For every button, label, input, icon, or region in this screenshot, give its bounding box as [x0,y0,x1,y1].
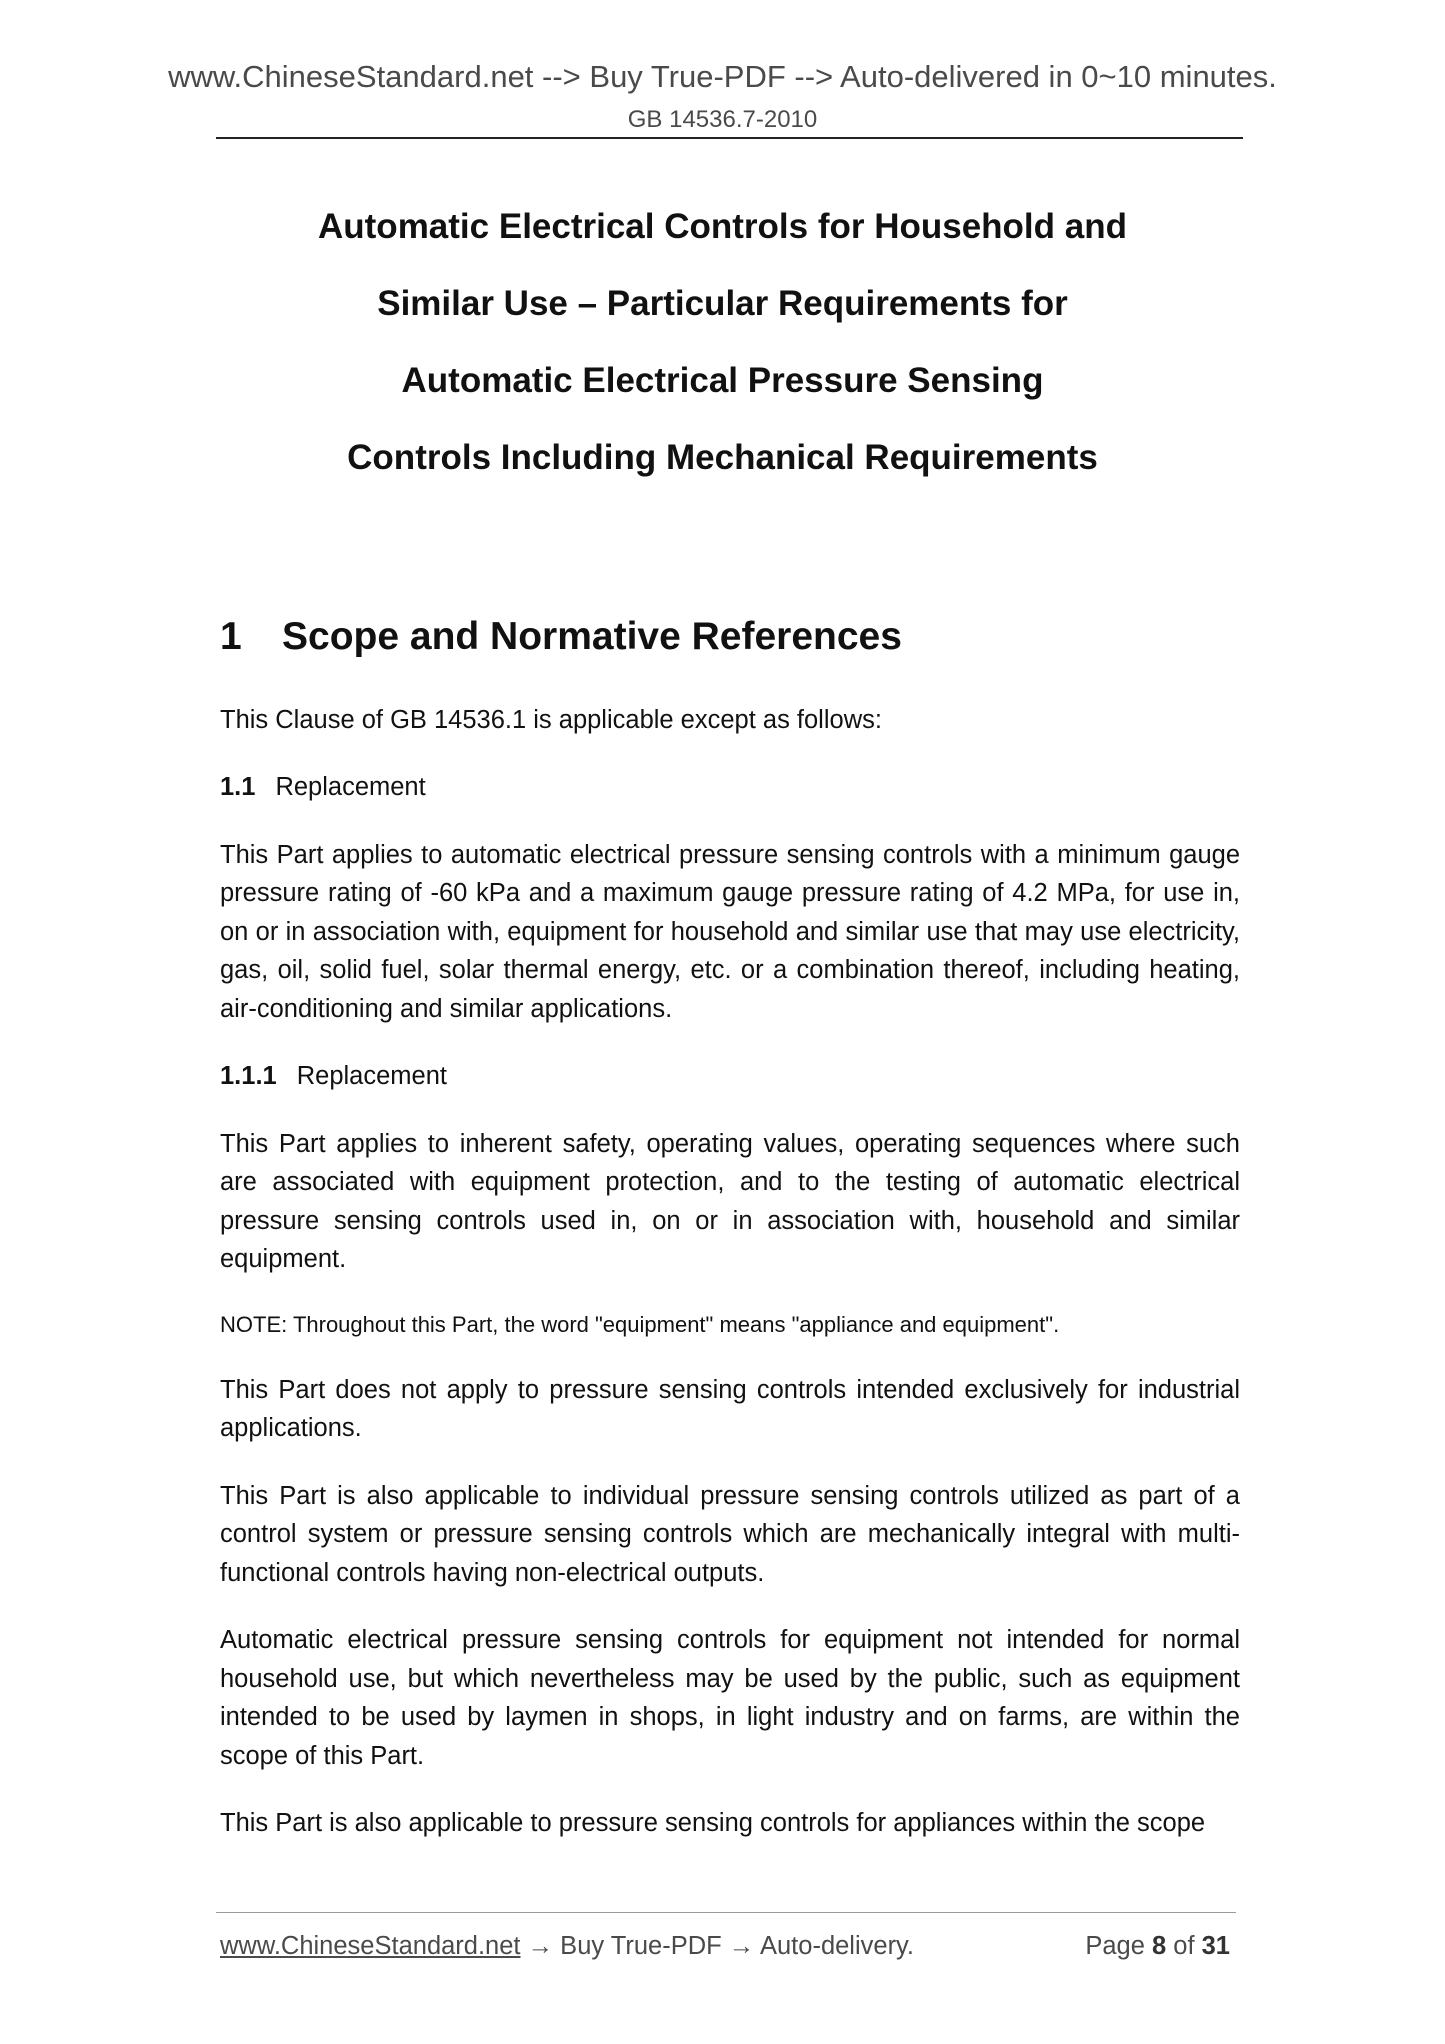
page-indicator [1085,1932,1230,1961]
subclause-number: 1.1 [220,773,256,802]
document-title [0,188,1445,496]
note: NOTE: Throughout this Part, the word "equipment" means "appliance and equipment". [220,1311,1060,1337]
paragraph: This Part applies to inherent safety, operating values, operating sequences where such are associated with equipment protection, and to the testing of automatic electrical pressure sensing controls used in, on or in association with, household and similar equipment. [220,1129,1240,1274]
page-label: Page [1085,1932,1152,1960]
document-number: GB 14536.7-2010 [627,106,818,133]
subclause-number: 1.1.1 [220,1062,277,1091]
footer-divider [216,1912,1236,1913]
paragraph: This Part applies to automatic electrical pressure sensing controls with a minimum gauge pressure rating of -60 kPa and a maximum gauge pressure rating of 4.2 MPa, for use in, on or in association with, equipment for household and similar use that may use electricity, gas, oil, solid fuel, solar thermal energy, etc. or a combination thereof, including heating, air-conditioning and similar applications. [220,840,1240,1023]
paragraph: Automatic electrical pressure sensing controls for equipment not intended for normal household use, but which nevertheless may be used by the public, such as equipment intended to be used by laymen in shops, in light industry and on farms, are within the scope of this Part. [220,1626,1240,1770]
clause-intro: This Clause of GB 14536.1 is applicable except as follows: [220,705,882,734]
body-content [220,614,1240,1872]
paragraph: This Part is also applicable to pressure sensing controls for appliances within the scope [220,1809,1206,1838]
paragraph: This Part does not apply to pressure sensing controls intended exclusively for industrial applications. [220,1375,1240,1443]
page-number: 8 [1152,1932,1167,1960]
title-line-2: Similar Use – Particular Requirements for [377,284,1068,323]
header-banner: www.ChineseStandard.net --> Buy True-PDF --> Auto-delivered in 0~10 minutes. [168,59,1277,94]
header-divider [216,137,1243,139]
footer-link[interactable]: www.ChineseStandard.net [220,1932,521,1960]
subclause-title: Replacement [296,1062,447,1091]
clause-title: Scope and Normative References [282,615,902,658]
footer-text: → Buy True-PDF → Auto-delivery. [520,1932,914,1960]
of-label: of [1166,1932,1202,1960]
paragraph: This Part is also applicable to individual pressure sensing controls utilized as part of a control system or pressure sensing controls which are mechanically integral with multi-functional controls having non-electrical outputs. [220,1481,1240,1587]
title-line-1: Automatic Electrical Controls for Household and [318,207,1127,246]
subclause-heading-1-1-1 [220,1057,1240,1096]
subclause-title: Replacement [275,773,426,802]
clause-heading [220,614,1240,661]
title-line-3: Automatic Electrical Pressure Sensing [401,361,1044,400]
title-line-4: Controls Including Mechanical Requirements [347,438,1098,477]
page-total: 31 [1201,1932,1230,1960]
subclause-heading-1-1 [220,768,1240,807]
footer-promo [220,1932,914,1961]
clause-number: 1 [220,615,242,658]
